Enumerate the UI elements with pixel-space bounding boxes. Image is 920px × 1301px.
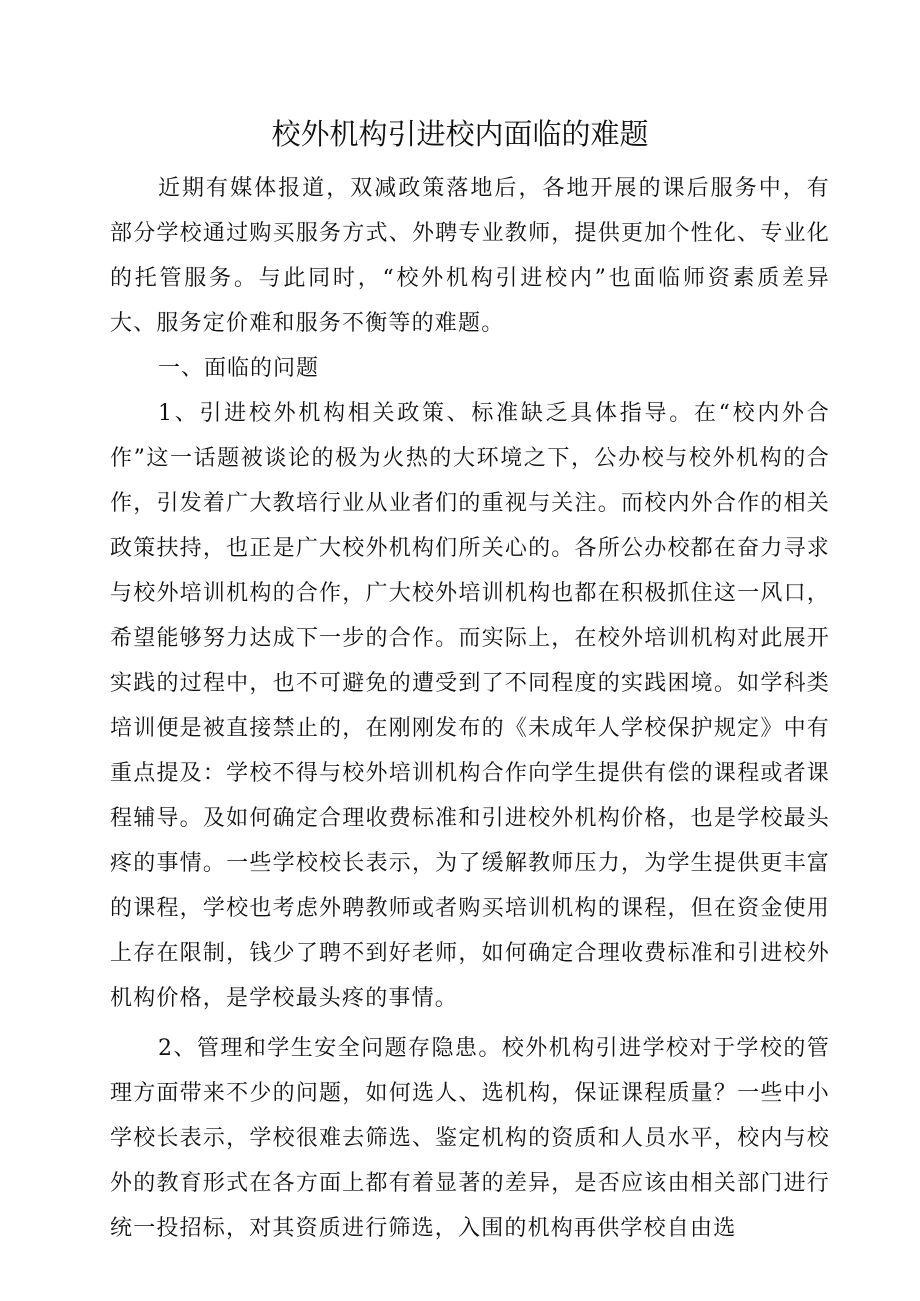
problem-paragraph-2: 2、管理和学生安全问题存隐患。校外机构引进学校对于学校的管理方面带来不少的问题，如何选人、选机构，保证课程质量？一些中小学校长表示，学校很难去筛选、鉴定机构的资质和人员水平，校内与校外的教育形式在各方面上都有着显著的差异，是否应该由相关部门进行统一投招标，对其资质进行筛选，入围的机构再供学校自由选: [110, 1036, 830, 1241]
intro-paragraph: 近期有媒体报道，双减政策落地后，各地开展的课后服务中，有部分学校通过购买服务方式、外聘专业教师，提供更加个性化、专业化的托管服务。与此同时，“校外机构引进校内”也面临师资素质差异大、服务定价难和服务不衡等的难题。: [110, 176, 830, 336]
problem-paragraph-1: 1、引进校外机构相关政策、标准缺乏具体指导。在“校内外合作”这一话题被谈论的极为火热的大环境之下，公办校与校外机构的合作，引发着广大教培行业从业者们的重视与关注。而校内外合作的相关政策扶持，也正是广大校外机构们所关心的。各所公办校都在奋力寻求与校外培训机构的合作，广大校外培训机构也都在积极抓住这一风口，希望能够努力达成下一步的合作。而实际上，在校外培训机构对此展开实践的过程中，也不可避免的遭受到了不同程度的实践困境。如学科类培训便是被直接禁止的，在刚刚发布的《未成年人学校保护规定》中有重点提及：学校不得与校外培训机构合作向学生提供有偿的课程或者课程辅导。及如何确定合理收费标准和引进校外机构价格，也是学校最头疼的事情。一些学校校长表示，为了缓解教师压力，为学生提供更丰富的课程，学校也考虑外聘教师或者购买培训机构的课程，但在资金使用上存在限制，钱少了聘不到好老师，如何确定合理收费标准和引进校外机构价格，是学校最头疼的事情。: [110, 401, 830, 1011]
section-heading-problems: 一、面临的问题: [158, 356, 320, 381]
document-title: 校外机构引进校内面临的难题: [271, 117, 649, 151]
document-body: [110, 166, 830, 1251]
